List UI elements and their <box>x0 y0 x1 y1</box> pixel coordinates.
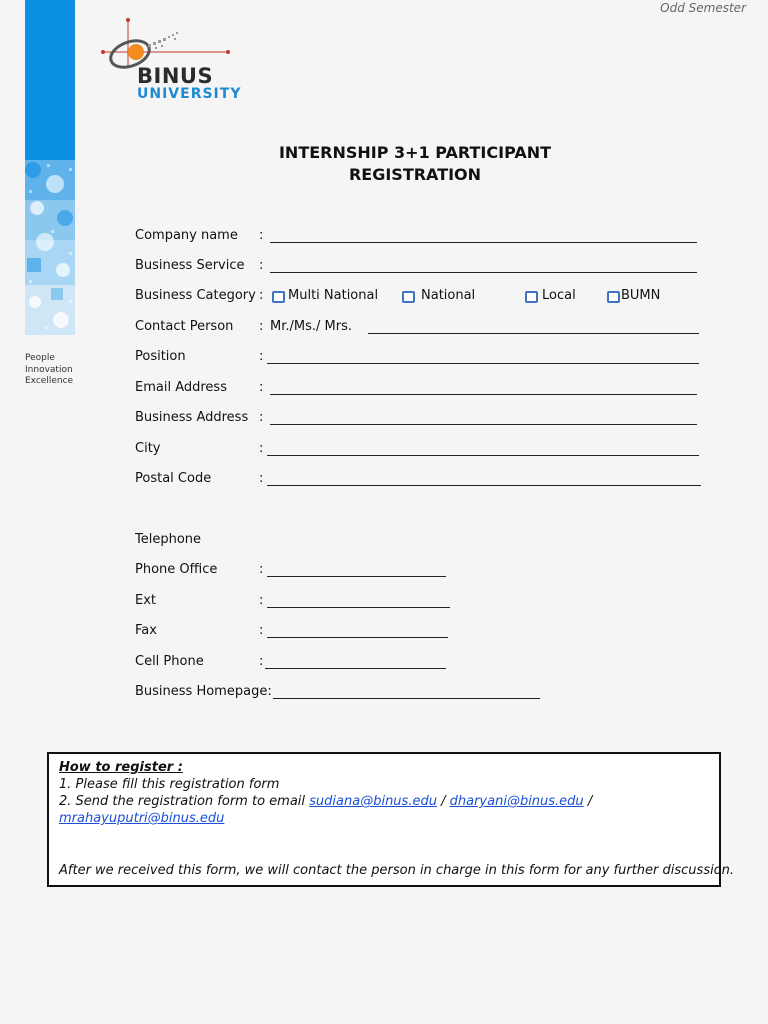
section-label: Telephone <box>135 532 202 547</box>
local-checkbox[interactable] <box>525 291 538 303</box>
cell-phone-row <box>135 654 465 674</box>
logo-name: BINUS <box>137 64 214 88</box>
fax-row <box>135 623 465 643</box>
field-label: Cell Phone <box>135 654 204 669</box>
fax-field[interactable] <box>267 637 448 638</box>
how-to-register-box <box>47 752 735 887</box>
city-field[interactable] <box>267 455 699 456</box>
business-homepage-row <box>135 684 555 704</box>
tagline-line: Excellence <box>25 376 74 386</box>
phone-office-row <box>135 562 465 582</box>
field-label: Fax <box>135 623 157 638</box>
field-label: Contact Person <box>135 319 234 334</box>
cell-phone-field[interactable] <box>265 668 446 669</box>
tagline <box>25 353 73 388</box>
colon: : <box>259 288 264 303</box>
colon: : <box>259 623 264 638</box>
checkbox-label: BUMN <box>621 288 661 303</box>
multi-national-checkbox[interactable] <box>272 291 285 303</box>
field-label: Business Address <box>135 410 249 425</box>
colon: : <box>259 258 264 273</box>
business-service-row <box>135 258 705 278</box>
contact-person-field[interactable] <box>368 333 699 334</box>
tagline-line: People <box>25 353 55 363</box>
form-title-line2: REGISTRATION <box>348 165 482 184</box>
telephone-heading <box>135 532 335 552</box>
instruction-email-3 <box>59 811 224 826</box>
field-label: Phone Office <box>135 562 218 577</box>
business-address-row <box>135 410 705 430</box>
business-service-field[interactable] <box>270 272 697 273</box>
city-row <box>135 441 705 461</box>
checkbox-label: National <box>421 288 476 303</box>
business-homepage-field[interactable] <box>273 698 540 699</box>
field-label: Company name <box>135 228 238 243</box>
phone-office-field[interactable] <box>267 576 446 577</box>
step-2-text: 2. Send the registration form to email <box>59 794 306 809</box>
bumn-checkbox[interactable] <box>607 291 620 303</box>
contact-person-row <box>135 319 705 339</box>
national-checkbox[interactable] <box>402 291 415 303</box>
semester-label: Odd Semester <box>660 1 746 15</box>
email-link-sudiana[interactable]: sudiana@binus.edu <box>309 794 437 809</box>
decorative-strip <box>25 0 75 160</box>
field-label: Business Service <box>135 258 245 273</box>
field-label: City <box>135 441 161 456</box>
field-label: Email Address <box>135 380 227 395</box>
colon: : <box>259 319 264 334</box>
email-separator: / <box>441 794 446 809</box>
business-address-field[interactable] <box>270 424 697 425</box>
field-label: Business Category <box>135 288 256 303</box>
colon: : <box>259 410 264 425</box>
position-row <box>135 349 705 369</box>
email-separator: / <box>587 794 593 809</box>
email-link-dharyani[interactable]: dharyani@binus.edu <box>449 794 584 809</box>
tagline-line: Innovation <box>25 364 73 375</box>
colon: : <box>259 654 264 669</box>
email-address-row <box>135 380 705 400</box>
logo-subtitle: UNIVERSITY <box>137 86 242 102</box>
company-name-row <box>135 228 705 248</box>
colon: : <box>259 593 264 608</box>
checkbox-label: Local <box>542 288 576 303</box>
ext-field[interactable] <box>267 607 450 608</box>
email-address-field[interactable] <box>270 394 697 395</box>
colon: : <box>259 471 264 486</box>
instruction-step-2 <box>59 794 592 809</box>
colon: : <box>259 380 264 395</box>
form-title: INTERNSHIP 3+1 PARTICIPANT <box>278 143 552 162</box>
closing-note: After we received this form, we will contact the person in charge in this form for any further discussion. <box>59 863 735 878</box>
salutation-prefix: Mr./Ms./ Mrs. <box>270 319 352 334</box>
field-label: Ext <box>135 593 157 608</box>
position-field[interactable] <box>267 363 699 364</box>
decorative-pattern <box>25 160 75 335</box>
business-category-row <box>135 288 705 308</box>
ext-row <box>135 593 465 613</box>
instruction-step-1: 1. Please fill this registration form <box>59 777 280 792</box>
how-to-heading: How to register : <box>59 760 183 775</box>
postal-code-row <box>135 471 705 491</box>
field-label: Business Homepage: <box>135 684 272 699</box>
colon: : <box>259 441 264 456</box>
colon: : <box>259 562 264 577</box>
field-label: Postal Code <box>135 471 212 486</box>
postal-code-field[interactable] <box>267 485 701 486</box>
colon: : <box>259 349 264 364</box>
field-label: Position <box>135 349 186 364</box>
checkbox-label: Multi National <box>288 288 379 303</box>
email-link-mrahayuputri[interactable]: mrahayuputri@binus.edu <box>59 811 225 826</box>
company-name-field[interactable] <box>270 242 697 243</box>
colon: : <box>259 228 264 243</box>
